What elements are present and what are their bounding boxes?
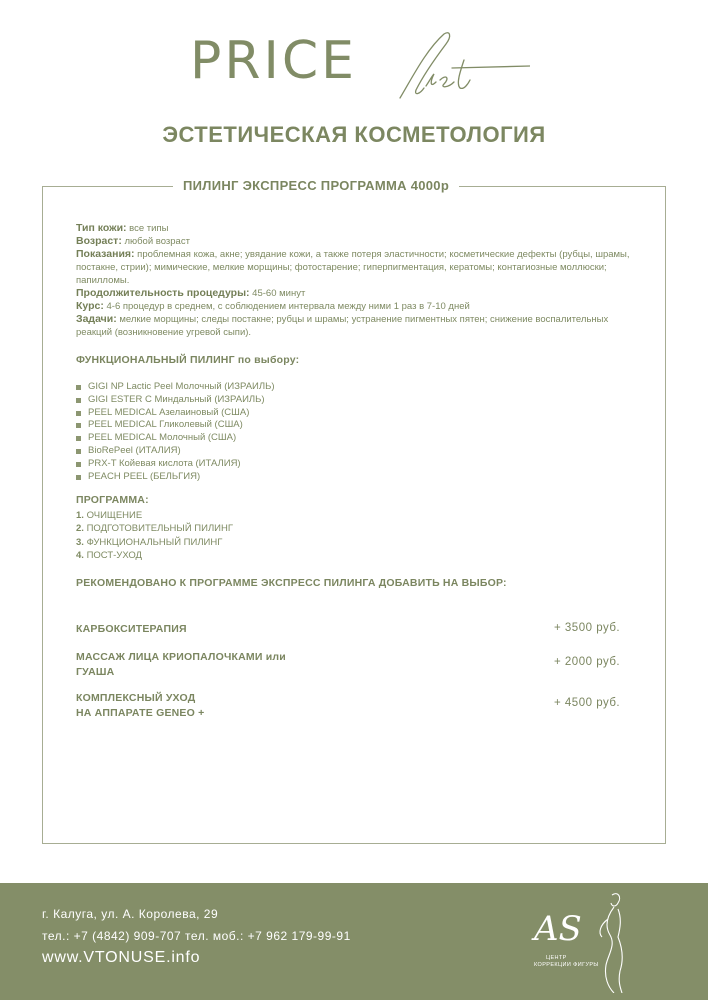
list-item xyxy=(76,432,275,445)
info-value: проблемная кожа, акне; увядание кожи, а также потеря эластичности; косметические дефекты (рубцы, шрамы, постакне, стрии); мимические, мелкие морщины; фотостарение; гиперпигментация, кератомы; контагиозные моллюски; папилломы. xyxy=(76,249,630,286)
square-bullet-icon xyxy=(76,411,81,416)
square-bullet-icon xyxy=(76,475,81,480)
info-skin-type xyxy=(76,222,646,235)
step-text: ОЧИЩЕНИЕ xyxy=(83,510,143,521)
list-item xyxy=(76,536,233,549)
peel-option-label: PEEL MEDICAL Азелаиновый (США) xyxy=(88,406,250,418)
page-header xyxy=(0,0,708,180)
info-course xyxy=(76,300,646,313)
info-age xyxy=(76,235,646,248)
list-script-graphic xyxy=(360,30,530,100)
info-value: все типы xyxy=(126,223,169,234)
list-item xyxy=(76,549,233,562)
program-steps-list xyxy=(76,509,233,563)
square-bullet-icon xyxy=(76,385,81,390)
phone-numbers[interactable]: тел.: +7 (4842) 909-707 тел. моб.: +7 962 179-99-91 xyxy=(42,929,351,943)
step-text: ФУНКЦИОНАЛЬНЫЙ ПИЛИНГ xyxy=(83,536,223,548)
square-bullet-icon xyxy=(76,462,81,467)
card-title: ПИЛИНГ ЭКСПРЕСС ПРОГРАММА 4000р xyxy=(173,176,459,196)
info-label: Курс: xyxy=(76,300,104,312)
peel-options-list xyxy=(76,381,275,483)
peel-option-label: PRX-T Койевая кислота (ИТАЛИЯ) xyxy=(88,457,241,469)
peel-option-label: BioRePeel (ИТАЛИЯ) xyxy=(88,444,181,456)
step-number: 1. xyxy=(76,510,84,521)
peel-option-label: PEEL MEDICAL Молочный (США) xyxy=(88,432,237,444)
info-value: мелкие морщины; следы постакне; рубцы и шрамы; устранение пигментных пятен; снижение воспалительных реакций (возникновение угревой сыпи). xyxy=(76,314,609,338)
square-bullet-icon xyxy=(76,449,81,454)
addon-name xyxy=(76,622,187,637)
info-duration xyxy=(76,287,646,300)
addon-name-line: НА АППАРАТЕ GENEO + xyxy=(76,707,205,719)
list-item xyxy=(76,458,275,471)
info-label: Тип кожи: xyxy=(76,222,127,234)
peel-option-label: PEEL MEDICAL Гликолевый (США) xyxy=(88,419,243,431)
info-indications xyxy=(76,248,646,287)
peel-option-label: PEACH PEEL (БЕЛЬГИЯ) xyxy=(88,470,201,482)
square-bullet-icon xyxy=(76,436,81,441)
list-item xyxy=(76,471,275,484)
addon-name-line: МАССАЖ ЛИЦА КРИОПАЛОЧКАМИ или xyxy=(76,651,286,663)
addon-price: + 2000 руб. xyxy=(554,656,621,668)
program-heading: ПРОГРАММА: xyxy=(76,494,149,506)
step-text: ПОСТ-УХОД xyxy=(83,550,142,562)
info-value: 4-6 процедур в среднем, с соблюдением интервала между ними 1 раз в 7-10 дней xyxy=(103,301,470,312)
list-item xyxy=(76,407,275,420)
info-label: Задачи: xyxy=(76,313,117,325)
info-value: любой возраст xyxy=(121,236,190,247)
logo-caption xyxy=(534,955,599,969)
addon-name-line: КАРБОКСИТЕРАПИЯ xyxy=(76,623,187,635)
page-subtitle: ЭСТЕТИЧЕСКАЯ КОСМЕТОЛОГИЯ xyxy=(162,122,546,147)
info-label: Продолжительность процедуры: xyxy=(76,287,250,299)
functional-heading-main: ФУНКЦИОНАЛЬНЫЙ ПИЛИНГ xyxy=(76,354,235,366)
recommend-heading: РЕКОМЕНДОВАНО К ПРОГРАММЕ ЭКСПРЕСС ПИЛИНГА ДОБАВИТЬ НА ВЫБОР: xyxy=(76,577,507,589)
female-silhouette-icon xyxy=(578,889,638,993)
contact-footer xyxy=(0,883,708,1000)
procedure-info xyxy=(76,222,646,339)
peel-option-label: GIGI ESTER C Миндальный (ИЗРАИЛЬ) xyxy=(88,393,265,405)
price-title: PRICE xyxy=(190,31,357,91)
logo-caption-line: ЦЕНТР xyxy=(546,955,567,961)
addon-name-line: КОМПЛЕКСНЫЙ УХОД xyxy=(76,692,196,704)
list-item xyxy=(76,509,233,522)
list-item xyxy=(76,522,233,535)
step-number: 2. xyxy=(76,523,84,535)
logo xyxy=(528,889,638,995)
logo-caption-line: КОРРЕКЦИИ ФИГУРЫ xyxy=(534,962,599,968)
step-number: 3. xyxy=(76,536,84,548)
functional-heading-suffix: по выбору: xyxy=(234,354,300,366)
step-number: 4. xyxy=(76,550,84,562)
info-value: 45-60 минут xyxy=(249,288,306,299)
addon-name-line: ГУАША xyxy=(76,666,115,678)
peel-option-label: GIGI NP Lactic Peel Молочный (ИЗРАИЛЬ) xyxy=(88,381,275,392)
addon-name xyxy=(76,650,286,680)
address-text: г. Калуга, ул. А. Королева, 29 xyxy=(42,907,219,921)
website-link[interactable]: www.VTONUSE.info xyxy=(42,949,201,966)
addon-price: + 3500 руб. xyxy=(554,622,621,634)
list-item xyxy=(76,394,275,407)
functional-peeling-heading xyxy=(76,354,299,366)
info-label: Возраст: xyxy=(76,235,122,247)
info-label: Показания: xyxy=(76,248,135,260)
addon-price: + 4500 руб. xyxy=(554,697,621,709)
list-item xyxy=(76,445,275,458)
list-script-title xyxy=(360,30,530,100)
square-bullet-icon xyxy=(76,423,81,428)
step-text: ПОДГОТОВИТЕЛЬНЫЙ ПИЛИНГ xyxy=(83,523,234,535)
addon-name xyxy=(76,691,204,721)
list-item xyxy=(76,419,275,432)
list-item xyxy=(76,381,275,394)
square-bullet-icon xyxy=(76,398,81,403)
logo-mark-text: AS xyxy=(534,909,582,949)
info-tasks xyxy=(76,313,646,339)
